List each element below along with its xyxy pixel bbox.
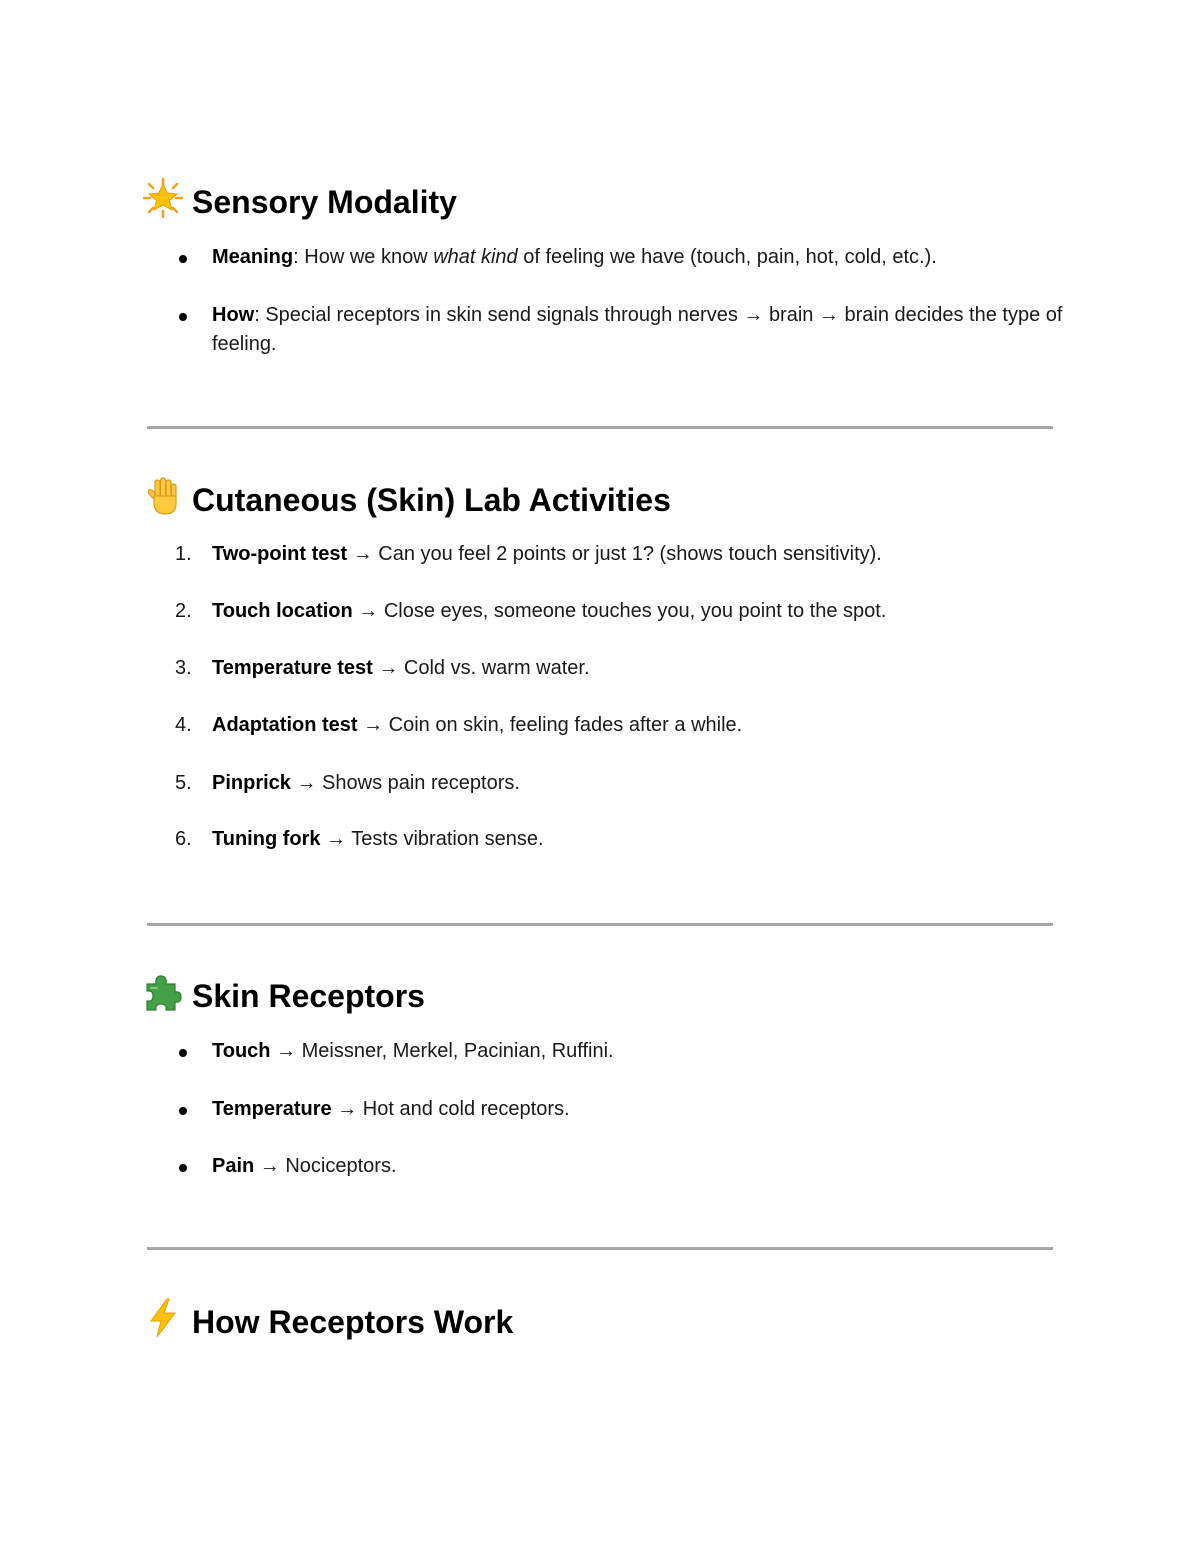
item-text: → Meissner, Merkel, Pacinian, Ruffini. xyxy=(270,1040,614,1062)
item-number: 4. xyxy=(175,714,192,736)
item-text: → Shows pain receptors. xyxy=(290,772,520,794)
item-text: → Nociceptors. xyxy=(254,1155,397,1177)
item-number: 5. xyxy=(175,772,192,794)
item-emphasis: what kind xyxy=(433,246,518,268)
list-item xyxy=(212,1037,1072,1066)
list-item xyxy=(212,243,1072,272)
list-item xyxy=(175,825,1072,854)
item-number: 2. xyxy=(175,600,192,622)
item-label: Meaning xyxy=(212,246,294,268)
item-label: Two-point test xyxy=(212,543,348,565)
list-item xyxy=(212,1095,1072,1124)
section-title: How Receptors Work xyxy=(192,1304,514,1340)
item-text: → Can you feel 2 points or just 1? (shows touch sensitivity). xyxy=(347,543,882,565)
section-title: Cutaneous (Skin) Lab Activities xyxy=(192,482,671,518)
bullet-icon xyxy=(179,255,187,263)
list-item xyxy=(175,654,1072,683)
item-text: → Coin on skin, feeling fades after a while. xyxy=(357,714,743,736)
section-heading-sensory-modality xyxy=(143,178,457,220)
item-text: Special receptors in skin send signals through nerves → brain → brain decides the type of feeling. xyxy=(212,304,1063,355)
raised-hand-emoji-icon xyxy=(143,476,183,516)
item-number: 3. xyxy=(175,657,192,679)
item-text: → Cold vs. warm water. xyxy=(372,657,590,679)
item-label: Temperature test xyxy=(212,657,373,679)
item-number: 1. xyxy=(175,543,192,565)
bullet-icon xyxy=(179,313,187,321)
item-label: Tuning fork xyxy=(212,828,321,850)
star-emoji-icon xyxy=(143,178,183,218)
section-title: Skin Receptors xyxy=(192,978,425,1014)
item-label: Temperature xyxy=(212,1098,332,1120)
list-item xyxy=(175,597,1072,626)
item-separator: : xyxy=(293,246,305,268)
item-text: of feeling we have (touch, pain, hot, cold, etc.). xyxy=(517,246,937,268)
item-label: Touch location xyxy=(212,600,353,622)
list-item xyxy=(175,711,1072,740)
section-heading-skin-receptors xyxy=(143,972,425,1014)
puzzle-piece-emoji-icon xyxy=(143,972,183,1012)
section-heading-lab-activities xyxy=(143,476,671,518)
item-text: How we know xyxy=(304,246,434,268)
bullet-icon xyxy=(179,1107,187,1115)
bullet-icon xyxy=(179,1164,187,1172)
bullet-icon xyxy=(179,1049,187,1057)
item-label: Pinprick xyxy=(212,772,291,794)
item-separator: : xyxy=(254,304,266,326)
item-label: Touch xyxy=(212,1040,271,1062)
item-label: How xyxy=(212,304,255,326)
list-item xyxy=(212,301,1072,359)
list-item xyxy=(175,540,1072,569)
horizontal-rule xyxy=(147,1247,1053,1250)
item-number: 6. xyxy=(175,828,192,850)
list-item xyxy=(212,1152,1072,1181)
lightning-emoji-icon xyxy=(143,1298,183,1338)
horizontal-rule xyxy=(147,426,1053,429)
item-text: → Tests vibration sense. xyxy=(320,828,544,850)
section-title: Sensory Modality xyxy=(192,184,457,220)
item-label: Pain xyxy=(212,1155,255,1177)
section-heading-how-receptors-work xyxy=(143,1298,513,1340)
horizontal-rule xyxy=(147,923,1053,926)
item-text: → Hot and cold receptors. xyxy=(331,1098,570,1120)
item-text: → Close eyes, someone touches you, you point to the spot. xyxy=(352,600,887,622)
list-item xyxy=(175,769,1072,798)
item-label: Adaptation test xyxy=(212,714,358,736)
